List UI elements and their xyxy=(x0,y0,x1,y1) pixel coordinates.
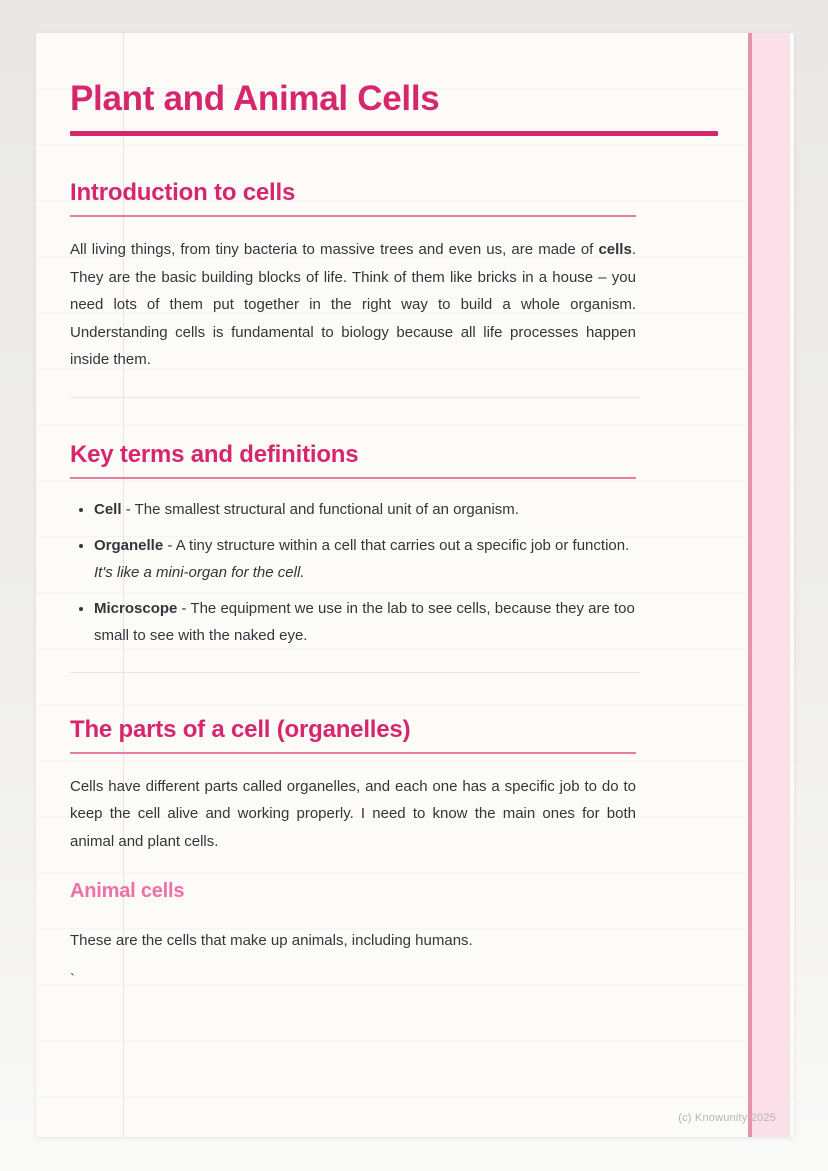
note-page xyxy=(36,33,794,1137)
section-heading-key-terms: Key terms and definitions xyxy=(70,440,636,479)
page-content xyxy=(36,33,794,988)
intro-paragraph xyxy=(70,236,636,374)
section-divider xyxy=(70,397,640,398)
title-rule xyxy=(70,131,718,136)
animal-cells-paragraph: These are the cells that make up animals, including humans. xyxy=(70,932,473,949)
list-item-organelle xyxy=(94,532,636,586)
subsection-heading-animal-cells: Animal cells xyxy=(70,880,185,902)
term-description: - A tiny structure within a cell that carries out a specific job or function. xyxy=(167,536,630,554)
cell-parts-paragraph: Cells have different parts called organelles, and each one has a specific job to do to keep the cell alive and working properly. I need to know the main ones for both animal and plant cells. xyxy=(70,777,636,850)
term-description: - The smallest structural and functional unit of an organism. xyxy=(125,500,519,518)
list-item-microscope xyxy=(94,595,636,649)
intro-paragraph-part1: All living things, from tiny bacteria to massive trees and even us, are made of xyxy=(70,241,599,258)
section-divider xyxy=(70,672,640,673)
stray-backtick-mark: ` xyxy=(70,971,75,988)
key-terms-list xyxy=(70,496,636,649)
term-italic-note: It's like a mini-organ for the cell. xyxy=(94,563,305,581)
page-title: Plant and Animal Cells xyxy=(70,79,440,118)
intro-paragraph-bold-word: cells xyxy=(598,241,632,258)
intro-paragraph-part2: . They are the basic building blocks of life. Think of them like bricks in a house – you need lots of them put together in the right way to build a whole organism. Understanding cells is fundamental to biology because all life processes happen inside them. xyxy=(70,241,636,368)
section-heading-cell-parts: The parts of a cell (organelles) xyxy=(70,715,636,754)
term-label: Microscope xyxy=(94,599,178,617)
section-heading-introduction: Introduction to cells xyxy=(70,178,636,217)
term-label: Cell xyxy=(94,500,122,518)
list-item-cell xyxy=(94,496,636,523)
term-label: Organelle xyxy=(94,536,164,554)
term-description: - The equipment we use in the lab to see cells, because they are too small to see with the naked eye. xyxy=(94,599,635,644)
copyright-credit: (c) Knowunity 2025 xyxy=(678,1112,776,1124)
